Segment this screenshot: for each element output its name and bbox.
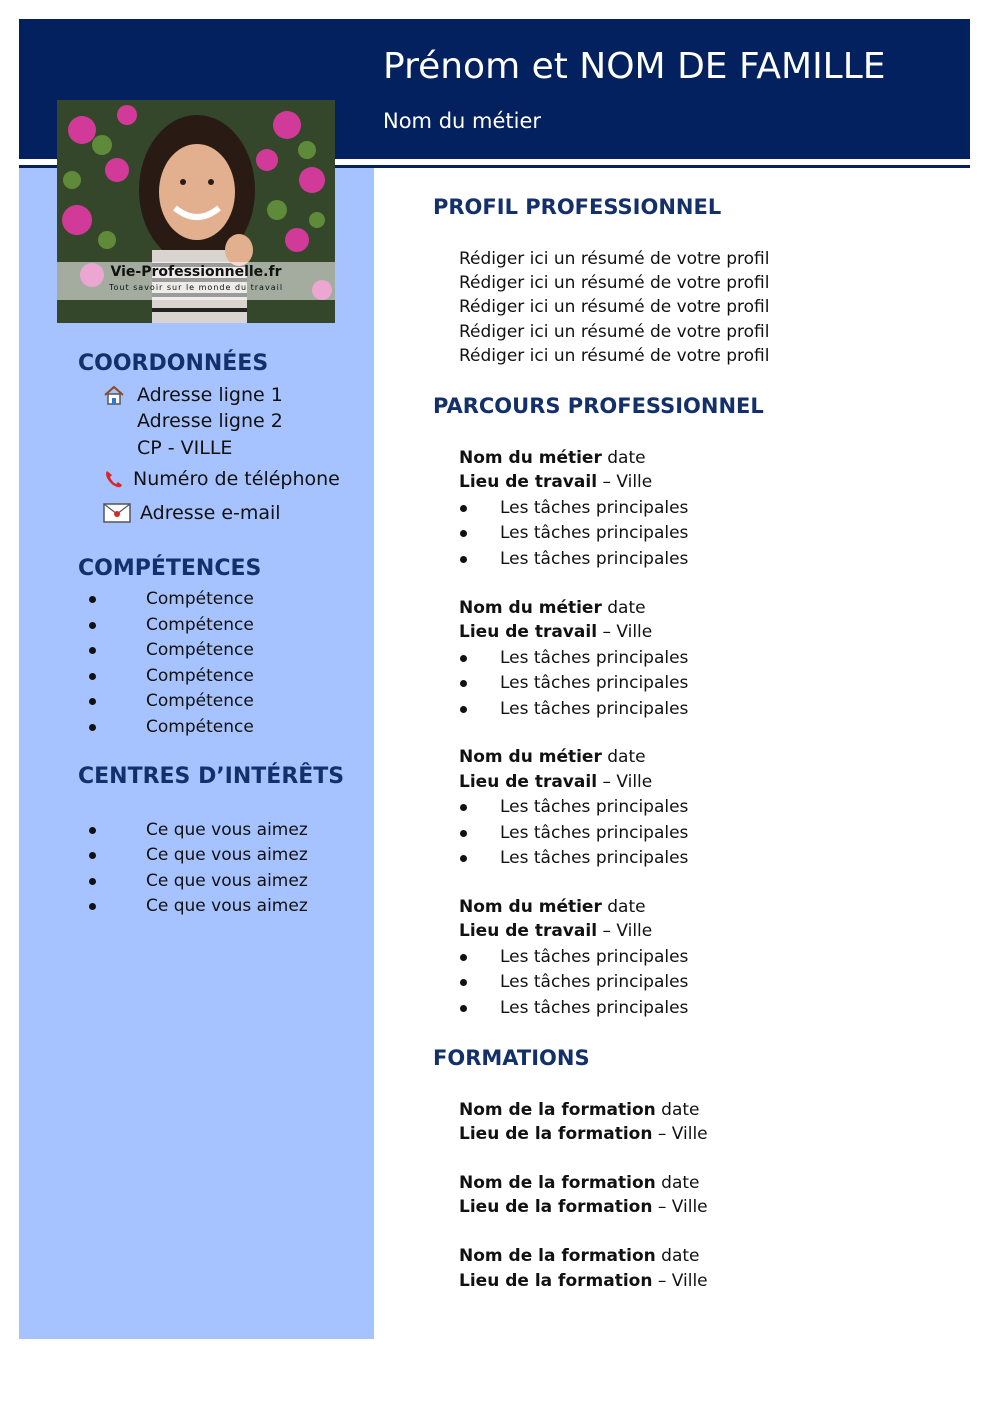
bullet [89,724,96,731]
job-task: Les tâches principales [500,848,689,868]
interest-item: Ce que vous aimez [146,896,308,916]
bullet [460,954,467,961]
skill-item: Compétence [146,589,254,609]
job-task: Les tâches principales [500,549,689,569]
experience-heading: PARCOURS PROFESSIONNEL [433,394,764,418]
skill-item: Compétence [146,691,254,711]
job-title: Nom du métier [383,109,542,133]
education-place: Lieu de la formation – Ville [459,1124,708,1144]
profile-heading: PROFIL PROFESSIONNEL [433,195,722,219]
bullet [460,505,467,512]
skill-item: Compétence [146,717,254,737]
job-header: Nom du métier date [459,448,646,468]
bullet [460,706,467,713]
profile-line: Rédiger ici un résumé de votre profil [459,249,770,269]
phone-number: Numéro de téléphone [133,468,340,490]
job-task: Les tâches principales [500,648,689,668]
bullet [460,556,467,563]
interests-heading: CENTRES D’INTÉRÊTS [78,764,345,789]
job-place: Lieu de travail – Ville [459,472,653,492]
job-task: Les tâches principales [500,823,689,843]
skill-item: Compétence [146,640,254,660]
interest-item: Ce que vous aimez [146,845,308,865]
job-task: Les tâches principales [500,998,689,1018]
bullet [460,530,467,537]
bullet [89,827,96,834]
job-task: Les tâches principales [500,673,689,693]
job-header: Nom du métier date [459,747,646,767]
skill-item: Compétence [146,666,254,686]
job-task: Les tâches principales [500,498,689,518]
skill-item: Compétence [146,615,254,635]
job-place: Lieu de travail – Ville [459,772,653,792]
bullet [89,622,96,629]
bullet [460,979,467,986]
logo-tagline: Tout savoir sur le monde du travail [108,283,284,292]
bullet [89,596,96,603]
education-heading: FORMATIONS [433,1046,590,1070]
address-line-1: Adresse ligne 1 [137,384,283,406]
address-line-2: Adresse ligne 2 [137,410,283,432]
interest-item: Ce que vous aimez [146,871,308,891]
house-icon [103,384,125,406]
envelope-icon [103,503,131,523]
job-header: Nom du métier date [459,897,646,917]
profile-line: Rédiger ici un résumé de votre profil [459,273,770,293]
education-name: Nom de la formation date [459,1246,700,1266]
bullet [89,673,96,680]
bullet [89,698,96,705]
skills-heading: COMPÉTENCES [78,556,262,581]
bullet [460,680,467,687]
interest-item: Ce que vous aimez [146,820,308,840]
profile-line: Rédiger ici un résumé de votre profil [459,322,770,342]
bullet [89,903,96,910]
bullet [460,1005,467,1012]
job-task: Les tâches principales [500,947,689,967]
email-address: Adresse e-mail [140,502,281,524]
bullet [460,655,467,662]
job-task: Les tâches principales [500,523,689,543]
address-line-3: CP - VILLE [137,437,233,459]
job-header: Nom du métier date [459,598,646,618]
bullet [460,855,467,862]
contact-heading: COORDONNÉES [78,351,269,376]
profile-line: Rédiger ici un résumé de votre profil [459,297,770,317]
sidebar [19,168,374,1339]
bullet [460,830,467,837]
education-place: Lieu de la formation – Ville [459,1271,708,1291]
education-place: Lieu de la formation – Ville [459,1197,708,1217]
profile-line: Rédiger ici un résumé de votre profil [459,346,770,366]
logo-text: Vie-Professionnelle.fr [110,264,282,280]
bullet [460,804,467,811]
education-name: Nom de la formation date [459,1100,700,1120]
job-task: Les tâches principales [500,972,689,992]
bullet [89,647,96,654]
education-name: Nom de la formation date [459,1173,700,1193]
bullet [89,852,96,859]
job-task: Les tâches principales [500,699,689,719]
job-place: Lieu de travail – Ville [459,921,653,941]
phone-icon [103,468,125,490]
job-place: Lieu de travail – Ville [459,622,653,642]
bullet [89,878,96,885]
job-task: Les tâches principales [500,797,689,817]
profile-photo [57,100,335,323]
full-name: Prénom et NOM DE FAMILLE [383,46,886,87]
